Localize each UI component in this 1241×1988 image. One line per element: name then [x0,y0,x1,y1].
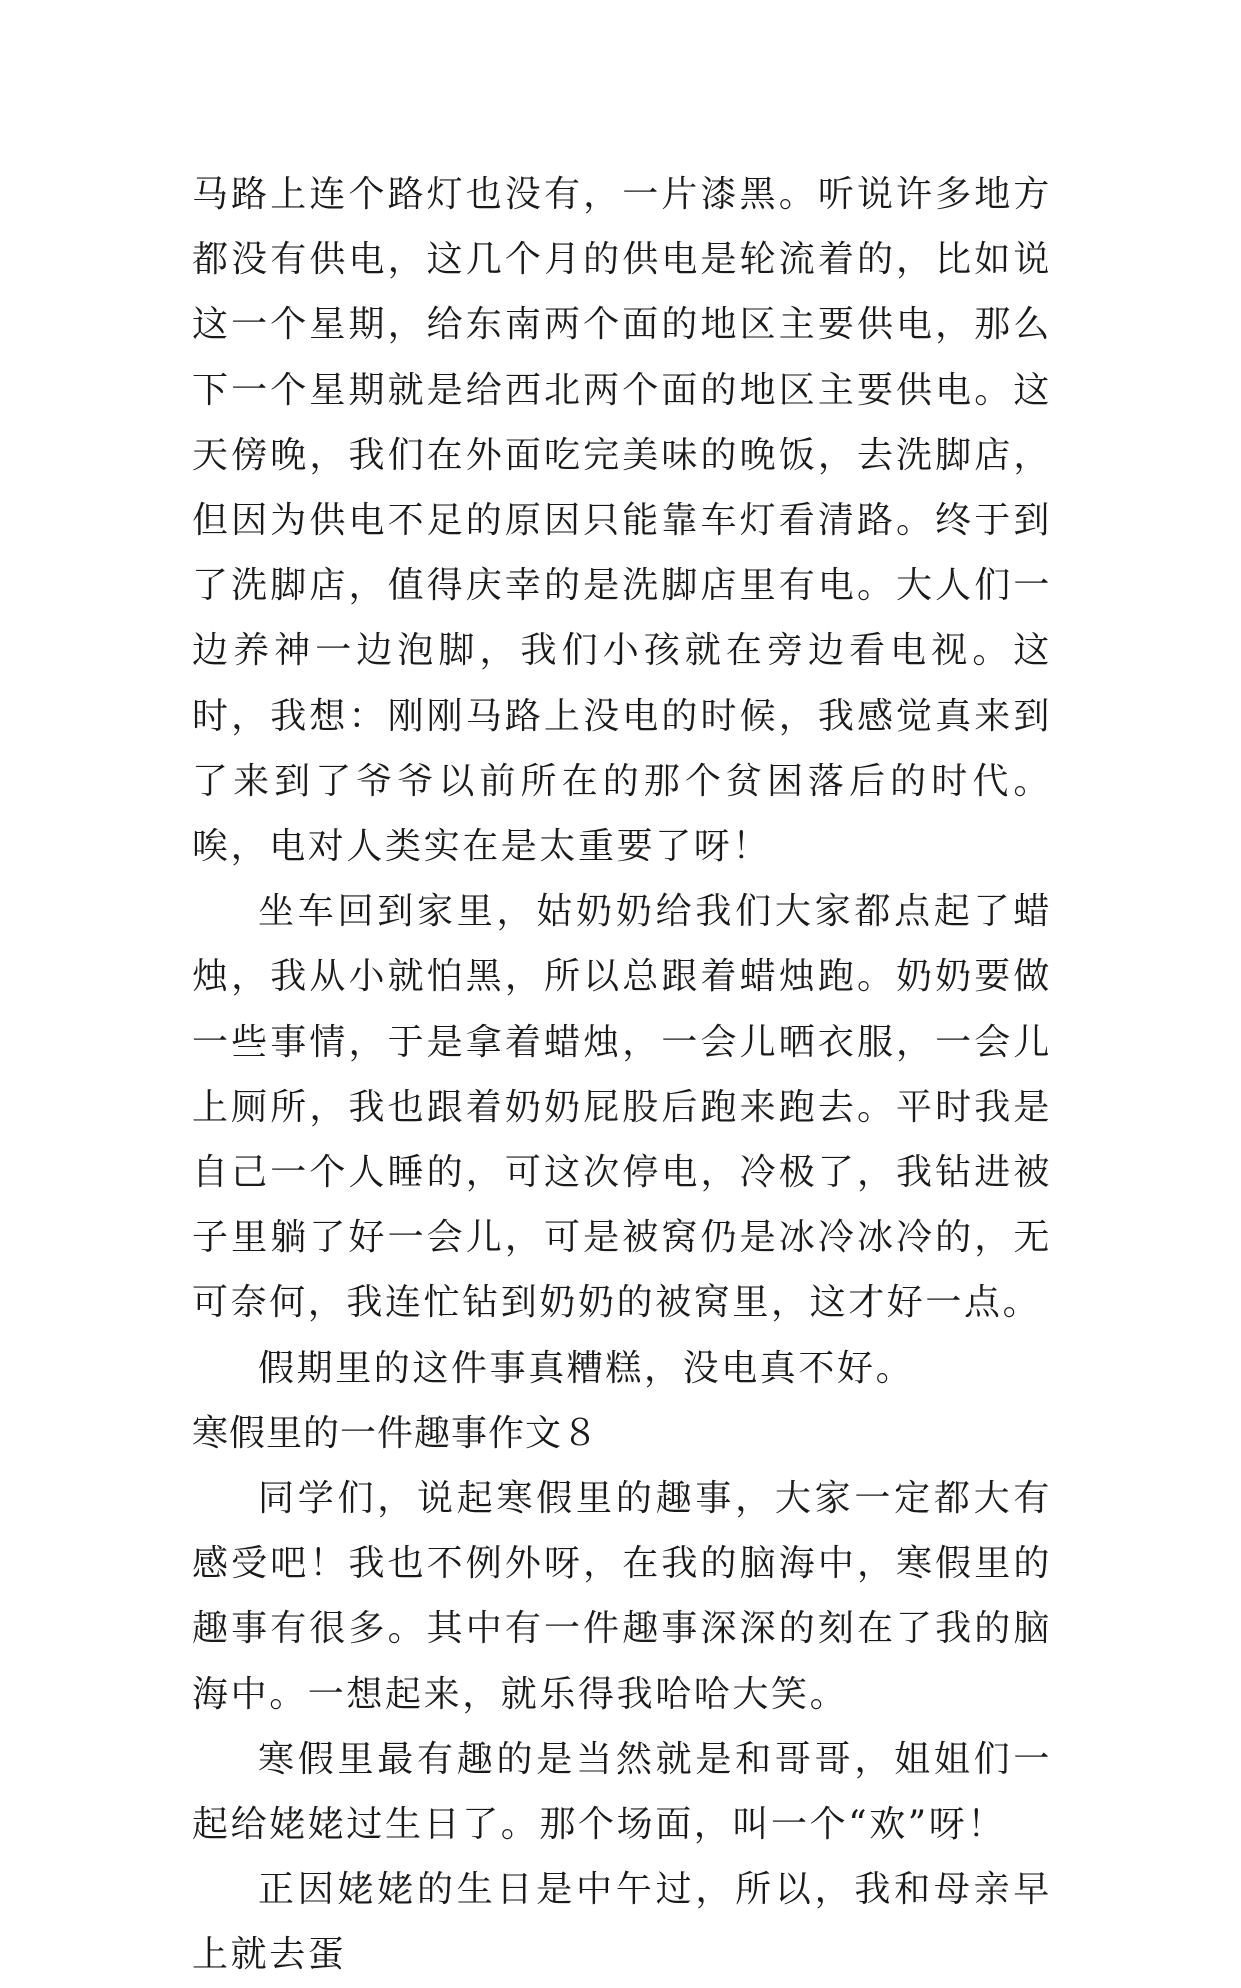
document-body [192,162,1052,1988]
paragraph-3: 假期里的这件事真糟糕，没电真不好。 [258,1347,915,1389]
section-title: 寒假里的一件趣事作文８ [192,1412,600,1454]
paragraph-2: 坐车回到家里，姑奶奶给我们大家都点起了蜡烛，我从小就怕黑，所以总跟着蜡烛跑。奶奶要做一些事情，于是拿着蜡烛，一会儿晒衣服，一会儿上厕所，我也跟着奶奶屁股后跑来跑去。平时我是自己一个人睡的，可这次停电，冷极了，我钻进被子里躺了好一会儿，可是被窝仍是冰冷冰冷的，无可奈何，我连忙钻到奶奶的被窝里，这才好一点。 [192,891,1052,1324]
paragraph-6: 正因姥姥的生日是中午过，所以，我和母亲早上就去蛋 [192,1869,1052,1976]
paragraph-1: 马路上连个路灯也没有，一片漆黑。听说许多地方都没有供电，这几个月的供电是轮流着的，比如说这一个星期，给东南两个面的地区主要供电，那么下一个星期就是给西北两个面的地区主要供电。这天傍晚，我们在外面吃完美味的晚饭，去洗脚店，但因为供电不足的原因只能靠车灯看清路。终于到了洗脚店，值得庆幸的是洗脚店里有电。大人们一边养神一边泡脚，我们小孩就在旁边看电视。这时，我想：刚刚马路上没电的时候，我感觉真来到了来到了爷爷以前所在的那个贫困落后的时代。唉，电对人类实在是太重要了呀！ [192,174,1052,868]
paragraph-5: 寒假里最有趣的是当然就是和哥哥，姐姐们一起给姥姥过生日了。那个场面，叫一个“欢”呀！ [192,1738,1052,1846]
paragraph-4: 同学们，说起寒假里的趣事，大家一定都大有感受吧！我也不例外呀，在我的脑海中，寒假里的趣事有很多。其中有一件趣事深深的刻在了我的脑海中。一想起来，就乐得我哈哈大笑。 [192,1478,1052,1715]
